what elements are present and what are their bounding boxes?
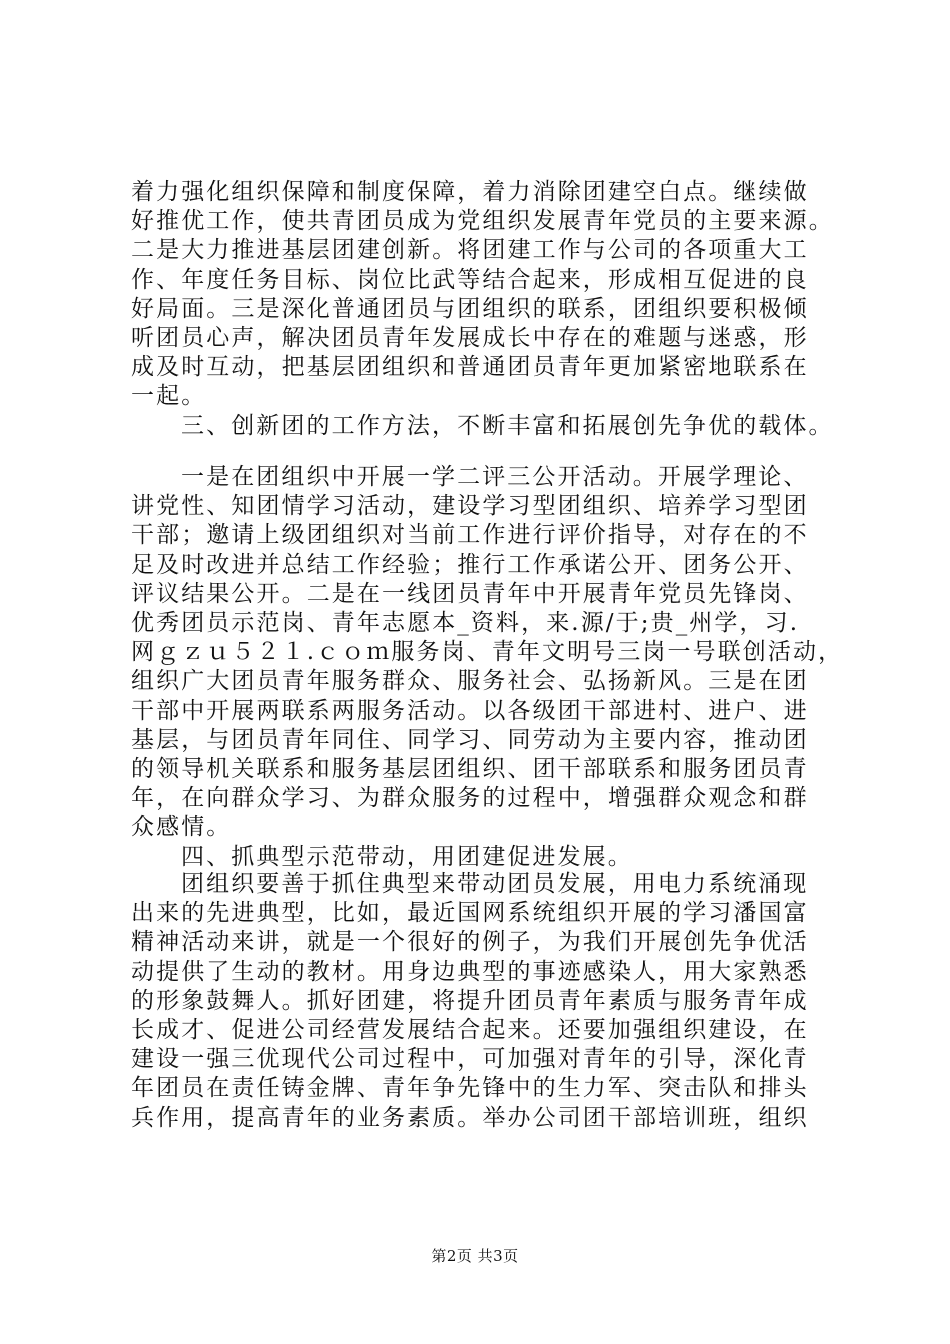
text-line: 作、年度任务目标、岗位比武等结合起来，形成相互促进的良 <box>131 266 809 293</box>
text-line: 好推优工作，使共青团员成为党组织发展青年党员的主要来源。 <box>131 208 834 235</box>
text-line: 一是在团组织中开展一学二评三公开活动。开展学理论、 <box>181 464 809 490</box>
section-heading-4: 四、抓典型示范带动，用团建促进发展。 <box>181 843 633 870</box>
section-heading-3: 三、创新团的工作方法，不断丰富和拓展创先争优的载体。 <box>181 412 834 439</box>
text-line: 基层，与团员青年同住、同学习、同劳动为主要内容，推动团 <box>131 726 809 753</box>
text-line: 一起。 <box>131 383 207 410</box>
text-line: 听团员心声，解决团员青年发展成长中存在的难题与迷惑，形 <box>131 325 809 352</box>
text-line: 优秀团员示范岗、青年志愿本_资料，来.源/于;贵_州学，习. <box>131 610 800 637</box>
text-line: 评议结果公开。二是在一线团员青年中开展青年党员先锋岗、 <box>131 580 809 607</box>
text-line: 着力强化组织保障和制度保障，着力消除团建空白点。继续做 <box>131 179 809 205</box>
text-line: 精神活动来讲，就是一个很好的例子，为我们开展创先争优活 <box>131 929 809 956</box>
paragraph-block-1 <box>131 178 834 441</box>
text-line: 网ｇｚｕ５２１.ｃｏｍ服务岗、青年文明号三岗一号联创活动， <box>131 639 844 666</box>
text-line: 的领导机关联系和服务基层团组织、团干部联系和服务团员青 <box>131 756 809 783</box>
text-line: 干部中开展两联系两服务活动。以各级团干部进村、进户、进 <box>131 697 809 724</box>
text-line: 众感情。 <box>131 814 232 841</box>
text-line: 足及时改进并总结工作经验；推行工作承诺公开、团务公开、 <box>131 551 809 578</box>
text-line: 年团员在责任铸金牌、青年争先锋中的生力军、突击队和排头 <box>131 1075 809 1102</box>
page-number-footer: 第2页 共3页 <box>431 1247 519 1265</box>
text-line: 讲党性、知团情学习活动，建设学习型团组织、培养学习型团 <box>131 493 809 520</box>
paragraph-block-2 <box>131 463 844 872</box>
text-line: 二是大力推进基层团建创新。将团建工作与公司的各项重大工 <box>131 237 809 264</box>
text-line: 建设一强三优现代公司过程中，可加强对青年的引导，深化青 <box>131 1046 809 1073</box>
text-line: 组织广大团员青年服务群众、服务社会、弘扬新风。三是在团 <box>131 668 809 695</box>
text-line: 干部；邀请上级团组织对当前工作进行评价指导，对存在的不 <box>131 522 809 549</box>
paragraph-block-3 <box>131 870 831 1133</box>
text-line: 的形象鼓舞人。抓好团建，将提升团员青年素质与服务青年成 <box>131 987 809 1014</box>
text-line: 兵作用，提高青年的业务素质。举办公司团干部培训班，组织 <box>131 1104 809 1131</box>
text-line: 成及时互动，把基层团组织和普通团员青年更加紧密地联系在 <box>131 354 809 381</box>
text-line: 动提供了生动的教材。用身边典型的事迹感染人，用大家熟悉 <box>131 958 809 985</box>
text-line: 出来的先进典型，比如，最近国网系统组织开展的学习潘国富 <box>131 900 809 927</box>
text-line: 年，在向群众学习、为群众服务的过程中，增强群众观念和群 <box>131 785 809 812</box>
text-line: 长成才、促进公司经营发展结合起来。还要加强组织建设，在 <box>131 1017 809 1044</box>
text-line: 团组织要善于抓住典型来带动团员发展，用电力系统涌现 <box>181 871 809 897</box>
text-line: 好局面。三是深化普通团员与团组织的联系，团组织要积极倾 <box>131 295 809 322</box>
